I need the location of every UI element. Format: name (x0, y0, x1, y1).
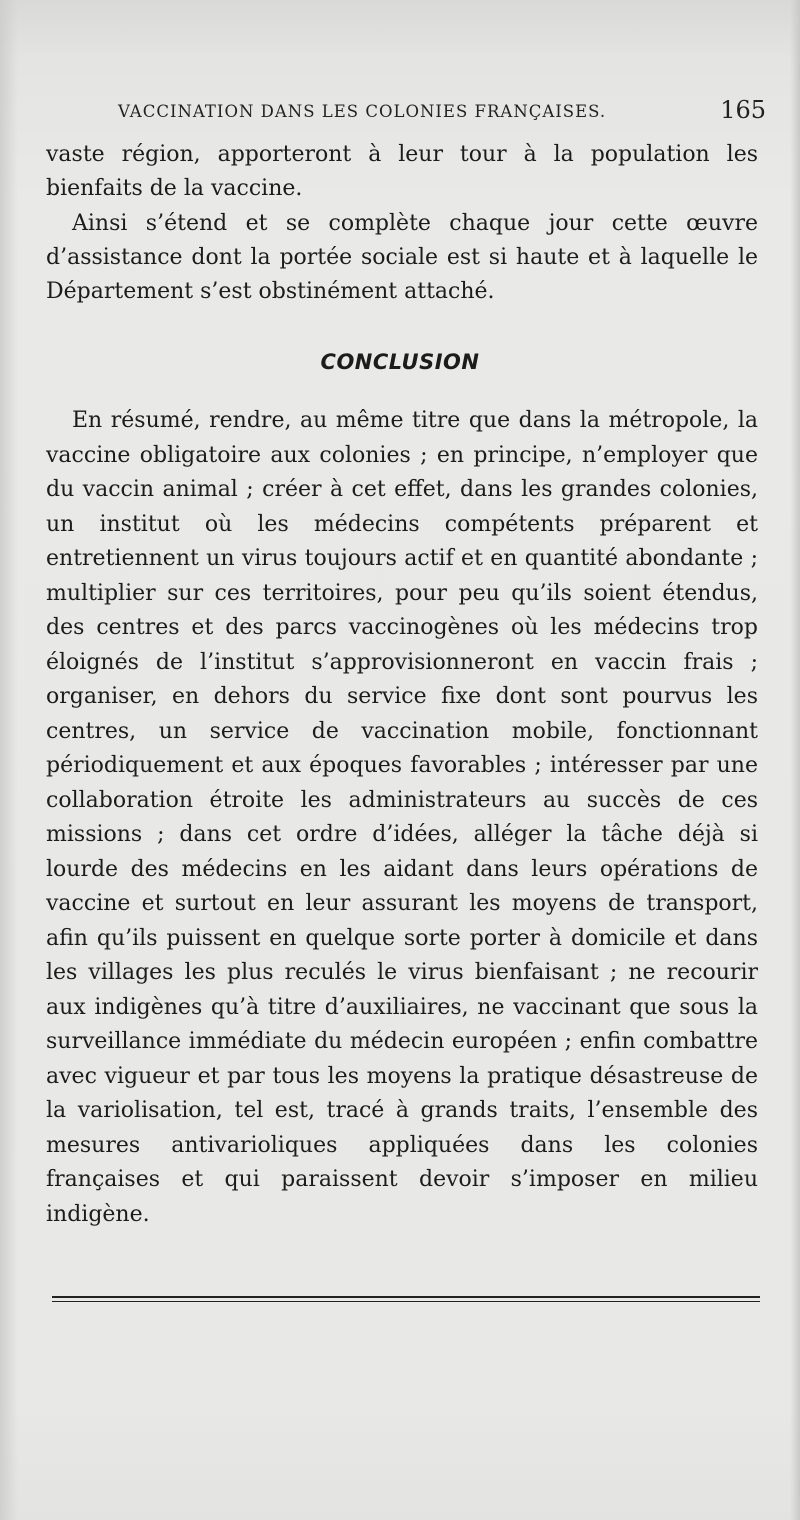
page-header (118, 96, 766, 130)
section-heading: CONCLUSION (320, 350, 480, 374)
conclusion-section (46, 404, 758, 1232)
divider-line (52, 1296, 760, 1298)
paragraph-assistance: Ainsi s’étend et se complète chaque jour cette œuvre d’assistance dont la portée sociale est si haute et à laquelle le Département s’est obstinément attaché. (46, 210, 758, 305)
divider-line (52, 1301, 760, 1302)
page-number: 165 (720, 96, 766, 124)
intro-section (46, 138, 758, 309)
end-rule (52, 1296, 760, 1305)
conclusion-paragraph: En résumé, rendre, au même titre que dans la métropole, la vaccine obligatoire aux colonies ; en principe, n’employer que du vaccin animal ; créer à cet effet, dans les grandes colonies, un institut où les médecins compétents préparent et entretiennent un virus toujours actif et en quantité abondante ; multiplier sur ces territoires, pour peu qu’ils soient étendus, des centres et des parcs vaccinogènes où les médecins trop éloignés de l’institut s’approvisionneront en vaccin frais ; organiser, en dehors du service fixe dont sont pourvus les centres, un service de vaccination mobile, fonctionnant périodiquement et aux époques favorables ; intéresser par une collaboration étroite les administrateurs au succès de ces missions ; dans cet ordre d’idées, alléger la tâche déjà si lourde des médecins en les aidant dans leurs opérations de vaccine et surtout en leur assurant les moyens de transport, afin qu’ils puissent en quelque sorte porter à domicile et dans les villages les plus reculés le virus bienfaisant ; ne recourir aux indigènes qu’à titre d’auxiliaires, ne vaccinant que sous la surveillance immédiate du médecin européen ; enfin combattre avec vigueur et par tous les moyens la pratique désastreuse de la variolisation, tel est, tracé à grands traits, l’ensemble des mesures antivarioliques appliquées dans les colonies françaises et qui paraissent devoir s’imposer en milieu indigène. (46, 408, 758, 1227)
paragraph-continuation: vaste région, apporteront à leur tour à la population les bienfaits de la vaccine. (46, 142, 758, 202)
running-title: VACCINATION DANS LES COLONIES FRANÇAISES. (118, 102, 607, 121)
